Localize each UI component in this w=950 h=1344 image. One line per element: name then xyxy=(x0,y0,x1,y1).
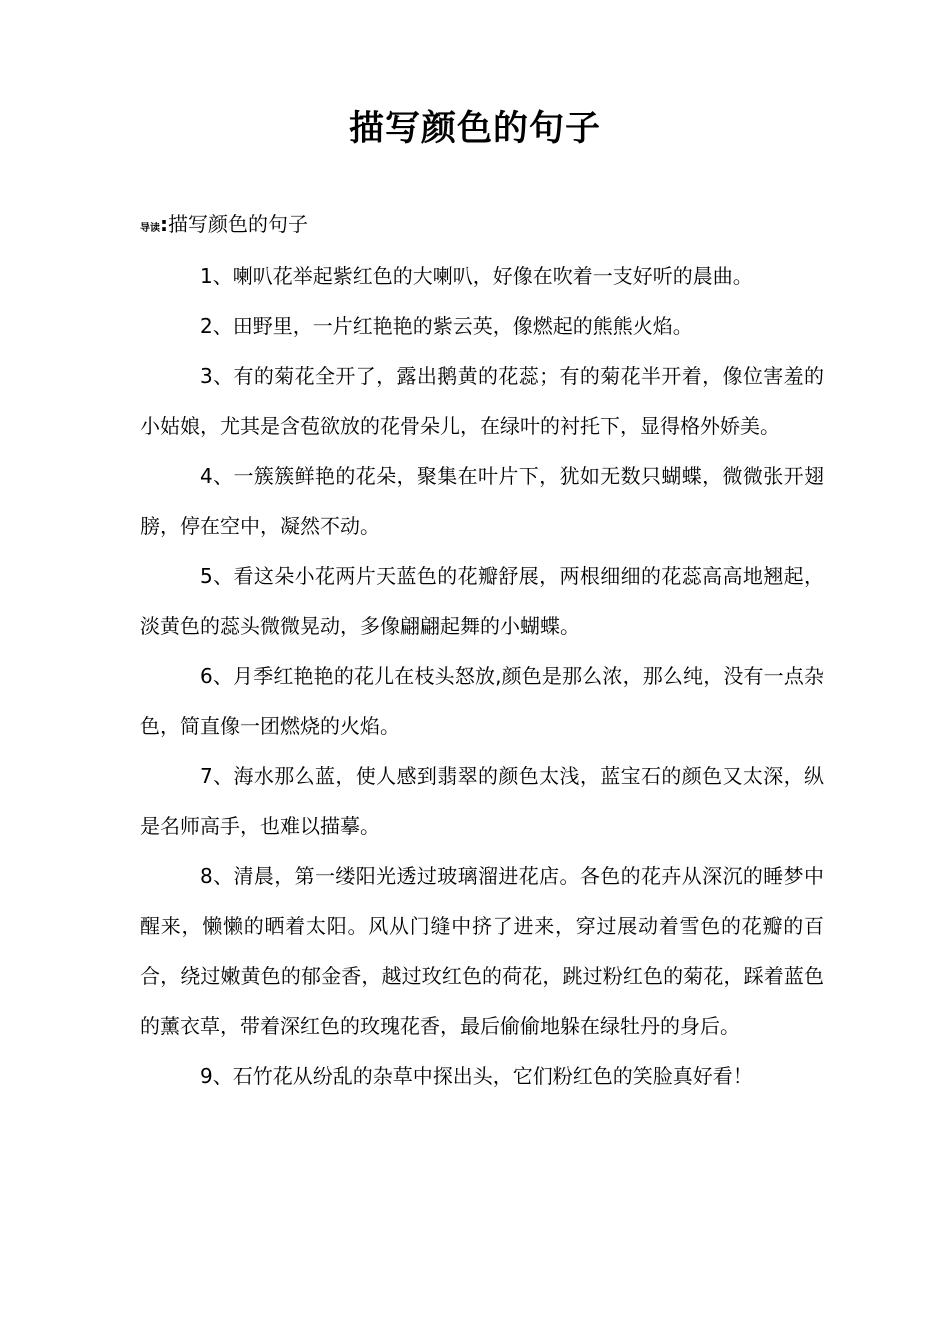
paragraph-2: 2、田野里，一片红艳艳的紫云英，像燃起的熊熊火焰。 xyxy=(200,314,693,338)
lead-text: 描写颜色的句子 xyxy=(168,212,308,236)
paragraph-5: 5、看这朵小花两片天蓝色的花瓣舒展，两根细细的花蕊高高地翘起，淡黄色的蕊头微微晃动，多像翩翩起舞的小蝴蝶。 xyxy=(140,564,824,638)
paragraph-8: 8、清晨，第一缕阳光透过玻璃溜进花店。各色的花卉从深沉的睡梦中醒来，懒懒的晒着太阳。风从门缝中挤了进来，穿过展动着雪色的花瓣的百合，绕过嫩黄色的郁金香，越过玫红色的荷花，跳过粉红色的菊花，踩着蓝色的薰衣草，带着深红色的玫瑰花香，最后偷偷地躲在绿牡丹的身后。 xyxy=(140,864,824,1038)
paragraph-9: 9、石竹花从纷乱的杂草中探出头，它们粉红色的笑脸真好看！ xyxy=(200,1064,753,1088)
paragraph-7: 7、海水那么蓝，使人感到翡翠的颜色太浅，蓝宝石的颜色又太深，纵是名师高手，也难以描摹。 xyxy=(140,764,824,838)
document-title: 描写颜色的句子 xyxy=(348,109,601,149)
lead-label: 导读 xyxy=(140,223,160,234)
lead-line xyxy=(140,206,308,247)
document-body xyxy=(140,251,824,1101)
paragraph-6: 6、月季红艳艳的花儿在枝头怒放,颜色是那么浓，那么纯，没有一点杂色，简直像一团燃烧的火焰。 xyxy=(140,664,824,738)
paragraph-4: 4、一簇簇鲜艳的花朵，聚集在叶片下，犹如无数只蝴蝶，微微张开翅膀，停在空中，凝然不动。 xyxy=(140,464,824,538)
paragraph-3: 3、有的菊花全开了，露出鹅黄的花蕊；有的菊花半开着，像位害羞的小姑娘，尤其是含苞欲放的花骨朵儿，在绿叶的衬托下，显得格外娇美。 xyxy=(140,364,824,438)
paragraph-1: 1、喇叭花举起紫红色的大喇叭，好像在吹着一支好听的晨曲。 xyxy=(200,264,753,288)
lead-colon: : xyxy=(160,212,168,236)
